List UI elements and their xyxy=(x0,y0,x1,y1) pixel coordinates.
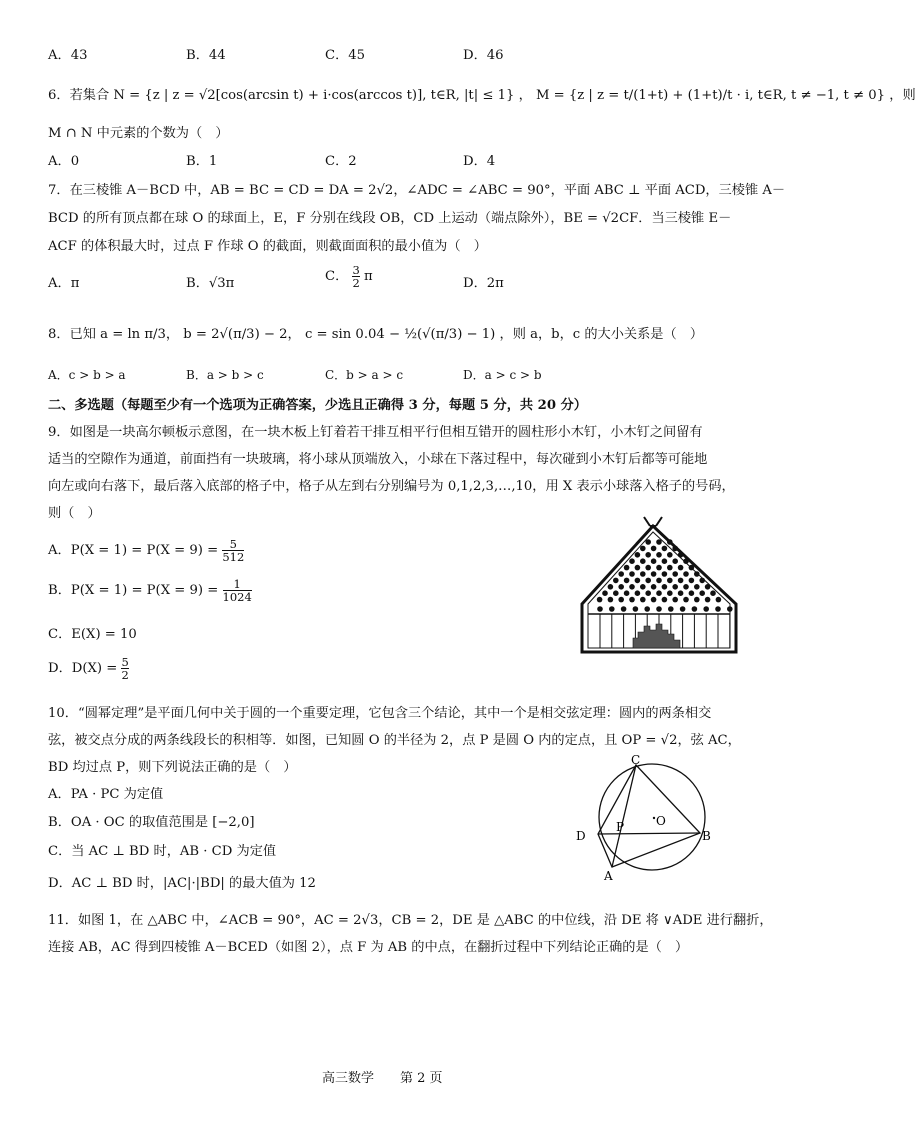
galton-peg xyxy=(629,584,635,590)
galton-peg xyxy=(597,606,603,612)
galton-peg xyxy=(727,606,733,612)
galton-peg xyxy=(640,558,646,564)
chord-ac xyxy=(612,765,636,867)
galton-peg xyxy=(629,571,635,577)
q8-c-expr: c = sin 0.04 − ½(√(π/3) − 1) xyxy=(304,327,496,342)
galton-peg xyxy=(640,597,646,603)
galton-peg xyxy=(694,597,700,603)
q6-stem-line2: M ∩ N 中元素的个数为（ ） xyxy=(48,126,229,141)
galton-peg xyxy=(629,558,635,564)
galton-peg xyxy=(608,584,614,590)
galton-peg xyxy=(689,590,695,596)
galton-peg xyxy=(716,597,722,603)
galton-peg xyxy=(667,578,673,584)
galton-peg xyxy=(613,578,619,584)
q7-option-b: B．√3π xyxy=(186,276,235,291)
q5-option-c: C．45 xyxy=(325,48,366,63)
q5-option-a: A．43 xyxy=(48,48,88,63)
section-multiple-choice-heading: 二、多选题（每题至少有一个选项为正确答案，少选且正确得 3 分，每题 5 分，共 20 分） xyxy=(48,398,587,413)
galton-peg xyxy=(640,546,646,552)
q8-option-d: D．a > c > b xyxy=(463,368,542,382)
galton-peg xyxy=(662,597,668,603)
galton-peg xyxy=(672,558,678,564)
galton-peg xyxy=(667,552,673,558)
galton-peg xyxy=(624,578,630,584)
label-b: B xyxy=(702,829,711,843)
galton-peg xyxy=(699,590,705,596)
galton-peg xyxy=(672,597,678,603)
q10-option-a: A．PA · PC 为定值 xyxy=(48,787,164,802)
q9-option-c: C．E(X) = 10 xyxy=(48,627,137,642)
q9-stem-line3: 向左或向右落下，最后落入底部的格子中，格子从左到右分别编号为 0,1,2,3,…,10，用 X 表示小球落入格子的号码， xyxy=(48,479,735,494)
q9-option-a-text: A．P(X = 1) = P(X = 9) = xyxy=(48,543,219,559)
galton-peg xyxy=(645,552,651,558)
q6-set-n: N = {z | z = √2[cos(arcsin t) + i·cos(arccos t)], t∈R, |t| ≤ 1} xyxy=(113,88,515,103)
q9-option-d xyxy=(48,656,129,681)
galton-peg xyxy=(672,584,678,590)
galton-peg xyxy=(624,590,630,596)
q6-option-a: A．0 xyxy=(48,154,80,169)
galton-peg xyxy=(678,578,684,584)
q7-stem-line1: 7．在三棱锥 A－BCD 中，AB = BC = CD = DA = 2√2，∠ADC = ∠ABC = 90°，平面 ABC ⊥ 平面 ACD，三棱锥 A－ xyxy=(48,183,786,198)
q7-option-c-label: C． xyxy=(325,269,349,285)
q8-option-c: C．b > a > c xyxy=(325,368,404,382)
galton-peg xyxy=(667,565,673,571)
galton-peg xyxy=(618,571,624,577)
q9-option-a-fraction: $\frac{5}{512}$ xyxy=(222,537,245,565)
label-p: P xyxy=(616,820,625,834)
galton-peg xyxy=(662,558,668,564)
q10-stem-line3: BD 均过点 P，则下列说法正确的是（ ） xyxy=(48,760,297,775)
galton-peg xyxy=(694,584,700,590)
galton-peg xyxy=(683,584,689,590)
galton-peg xyxy=(668,606,674,612)
galton-peg xyxy=(624,565,630,571)
q10-option-d: D．AC ⊥ BD 时，|AC|·|BD| 的最大值为 12 xyxy=(48,876,316,891)
q10-stem-line1: 10．“圆幂定理”是平面几何中关于圆的一个重要定理，它包含三个结论，其中一个是相交弦定理：圆内的两条相交 xyxy=(48,706,712,721)
galton-peg xyxy=(629,597,635,603)
q8-b-expr: b = 2√(π/3) − 2 xyxy=(183,327,288,342)
q5-option-d: D．46 xyxy=(463,48,504,63)
galton-peg xyxy=(662,546,668,552)
galton-peg xyxy=(672,571,678,577)
galton-peg xyxy=(656,552,662,558)
galton-peg xyxy=(645,565,651,571)
q7-option-c-fraction: $\frac{3}{2}$ xyxy=(352,263,360,291)
q5-option-b: B．44 xyxy=(186,48,226,63)
q7-option-d: D．2π xyxy=(463,276,504,291)
galton-peg xyxy=(683,571,689,577)
label-d: D xyxy=(576,829,586,843)
q6-stem-line1 xyxy=(48,84,916,103)
galton-peg xyxy=(705,597,711,603)
galton-peg xyxy=(662,584,668,590)
center-point-o xyxy=(653,817,655,819)
page-footer: 高三数学 第 2 页 xyxy=(322,1071,443,1086)
q9-stem-line1: 9．如图是一块高尔顿板示意图，在一块木板上钉着若干排互相平行但相互错开的圆柱形小木钉，小木钉之间留有 xyxy=(48,425,703,440)
label-o: O xyxy=(656,814,666,828)
galton-peg xyxy=(635,565,641,571)
q9-option-a xyxy=(48,538,244,563)
galton-peg xyxy=(651,597,657,603)
galton-peg xyxy=(621,606,627,612)
galton-peg xyxy=(618,584,624,590)
galton-peg xyxy=(633,606,639,612)
galton-peg xyxy=(602,590,608,596)
galton-peg xyxy=(640,571,646,577)
galton-peg xyxy=(651,558,657,564)
chord-bd xyxy=(598,833,700,834)
galton-peg xyxy=(613,590,619,596)
q8-prefix: 8．已知 xyxy=(48,327,96,342)
galton-peg xyxy=(678,565,684,571)
q11-stem-line1: 11．如图 1，在 △ABC 中，∠ACB = 90°，AC = 2√3，CB = 2，DE 是 △ABC 的中位线，沿 DE 将 ∨ADE 进行翻折， xyxy=(48,913,773,928)
galton-peg xyxy=(680,606,686,612)
q6-tail: ，则 xyxy=(889,88,916,103)
galton-peg xyxy=(640,584,646,590)
galton-peg xyxy=(662,571,668,577)
galton-peg xyxy=(597,597,603,603)
q10-option-b: B．OA · OC 的取值范围是 [−2,0] xyxy=(48,815,255,830)
galton-peg xyxy=(609,606,615,612)
galton-peg xyxy=(618,597,624,603)
q8-stem: 8．已知 a = ln π/3， b = 2√(π/3) − 2， c = sin 0.04 − ½(√(π/3) − 1) ，则 a，b，c 的大小关系是（ ） xyxy=(48,327,704,342)
galton-peg xyxy=(703,606,709,612)
label-c: C xyxy=(631,753,641,767)
q7-stem-line3: ACF 的体积最大时，过点 F 作球 O 的截面，则截面面积的最小值为（ ） xyxy=(48,239,487,254)
q9-option-b xyxy=(48,578,252,603)
q8-a-expr: a = ln π/3 xyxy=(100,327,166,342)
galton-peg xyxy=(645,578,651,584)
q7-option-c xyxy=(325,264,373,289)
q8-option-a: A．c > b > a xyxy=(48,368,126,382)
galton-peg xyxy=(644,606,650,612)
galton-peg xyxy=(651,546,657,552)
galton-board-figure xyxy=(578,512,740,658)
galton-peg xyxy=(678,590,684,596)
q9-stem-line2: 适当的空隙作为通道，前面挡有一块玻璃，将小球从顶端放入，小球在下落过程中，每次碰到小木钉后都等可能地 xyxy=(48,452,708,467)
q7-option-a: A．π xyxy=(48,276,80,291)
q9-stem-line4: 则（ ） xyxy=(48,506,101,521)
galton-peg xyxy=(683,597,689,603)
q11-stem-line2: 连接 AB，AC 得到四棱锥 A－BCED（如图 2），点 F 为 AB 的中点，在翻折过程中下列结论正确的是（ ） xyxy=(48,940,689,955)
galton-peg xyxy=(608,597,614,603)
q9-option-d-text: D．D(X) = xyxy=(48,661,118,677)
q8-suffix: ，则 a，b，c 的大小关系是（ ） xyxy=(499,327,704,342)
q6-prefix: 6．若集合 xyxy=(48,88,110,103)
galton-peg xyxy=(651,571,657,577)
q6-sep: ， xyxy=(518,88,532,103)
label-a: A xyxy=(604,869,613,883)
q6-option-b: B．1 xyxy=(186,154,218,169)
galton-peg xyxy=(656,565,662,571)
q6-set-m: M = {z | z = t/(1+t) + (1+t)/t · i, t∈R, t ≠ −1, t ≠ 0} xyxy=(535,88,886,103)
galton-peg xyxy=(656,578,662,584)
galton-peg xyxy=(692,606,698,612)
q10-stem-line2: 弦，被交点分成的两条线段长的积相等．如图，已知圆 O 的半径为 2，点 P 是圆 O 内的定点，且 OP = √2，弦 AC， xyxy=(48,733,741,748)
q7-option-c-pi: π xyxy=(364,269,373,285)
q9-option-b-fraction: $\frac{1}{1024}$ xyxy=(222,577,252,605)
galton-peg xyxy=(651,584,657,590)
galton-peg xyxy=(710,590,716,596)
galton-peg xyxy=(689,578,695,584)
galton-peg xyxy=(656,590,662,596)
galton-peg xyxy=(645,590,651,596)
q8-option-b: B．a > b > c xyxy=(186,368,264,382)
q9-option-b-text: B．P(X = 1) = P(X = 9) = xyxy=(48,583,219,599)
galton-peg xyxy=(667,590,673,596)
intersecting-chords-figure xyxy=(572,754,722,882)
galton-peg xyxy=(635,590,641,596)
q7-stem-line2: BCD 的所有顶点都在球 O 的球面上，E，F 分别在线段 OB，CD 上运动（端点除外），BE = √2CF．当三棱锥 E－ xyxy=(48,211,732,226)
galton-peg xyxy=(715,606,721,612)
q10-option-c: C．当 AC ⊥ BD 时，AB · CD 为定值 xyxy=(48,844,277,859)
q6-option-d: D．4 xyxy=(463,154,496,169)
galton-peg xyxy=(635,552,641,558)
q6-option-c: C．2 xyxy=(325,154,357,169)
galton-peg xyxy=(694,571,700,577)
galton-peg xyxy=(656,606,662,612)
q9-option-d-fraction: $\frac{5}{2}$ xyxy=(121,655,129,683)
galton-peg xyxy=(635,578,641,584)
